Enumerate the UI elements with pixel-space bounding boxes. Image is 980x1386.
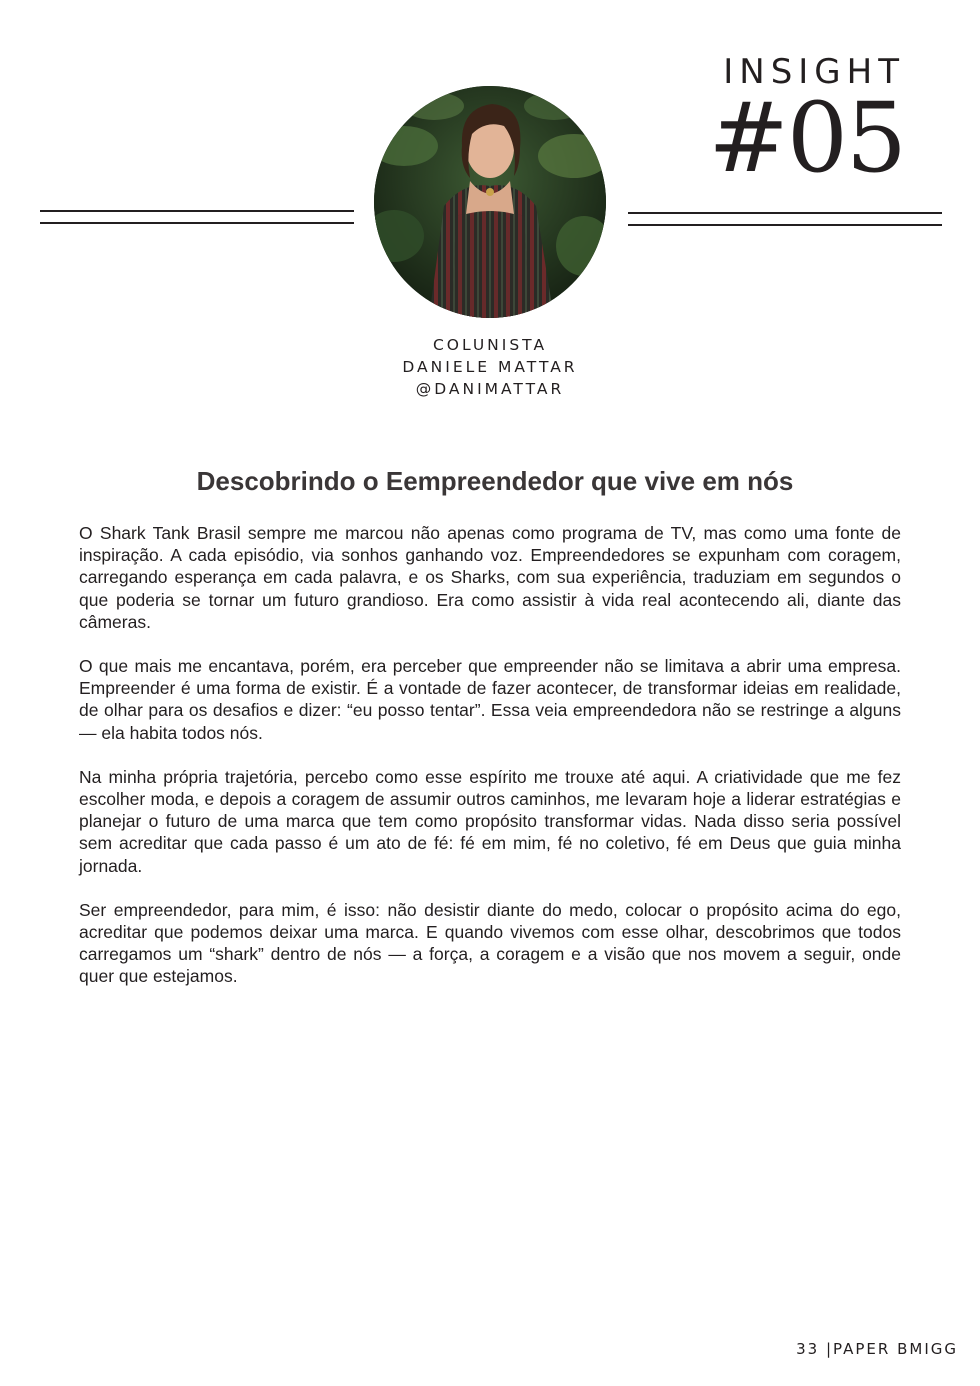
page-footer [796,1340,958,1358]
columnist-name: DANIELE MATTAR [402,358,578,376]
article-paragraph: Na minha própria trajetória, percebo como esse espírito me trouxe até aqui. A criatividade que me fez escolher moda, e depois a coragem de assumir outros caminhos, me levaram hoje a liderar estratégias e planejar o futuro de uma marca que tem como propósito transformar vidas. Nada disso seria possível sem acreditar que cada passo é um ato de fé: fé em mim, fé no coletivo, fé em Deus que guia minha jornada. [79,766,901,876]
divider-left-bottom [40,222,354,224]
columnist-credits [290,334,690,400]
article-paragraph: O Shark Tank Brasil sempre me marcou não apenas como programa de TV, mas como uma fonte de inspiração. A cada episódio, via sonhos ganhando voz. Empreendedores se expunham com coragem, carregando esperança em cada palavra, e os Sharks, com sua experiência, traduziam em segundos o que poderia se tornar um futuro grandioso. Era como assistir à vida real acontecendo ali, diante das câmeras. [79,523,901,632]
divider-left-top [40,210,354,212]
columnist-photo [374,86,606,318]
insight-number: #05 [708,82,905,194]
divider-right-top [628,212,942,214]
columnist-handle: @DANIMATTAR [415,380,565,398]
page-number: 33 [796,1340,820,1358]
article-paragraph: Ser empreendedor, para mim, é isso: não desistir diante do medo, colocar o propósito acima do ego, acreditar que podemos deixar uma marca. E quando vivemos com esse olhar, descobrimos que todos carregamos um “shark” dentro de nós — a força, a coragem e a visão que nos movem a seguir, onde quer que estejamos. [79,899,901,987]
article-title: Descobrindo o Eempreendedor que vive em nós [196,466,794,496]
columnist-role: COLUNISTA [432,336,548,354]
publication-name: |PAPER BMIGG [825,1340,958,1358]
insight-label: INSIGHT [723,52,905,92]
article-paragraph: O que mais me encantava, porém, era perceber que empreender não se limitava a abrir uma empresa. Empreender é uma forma de existir. É a vontade de fazer acontecer, de transformar ideias em realidade, de olhar para os desafios e dizer: “eu posso tentar”. Essa veia empreendedora não se restringe a alguns — ela habita todos nós. [79,656,901,743]
divider-right-bottom [628,224,942,226]
article-body [79,522,901,1010]
